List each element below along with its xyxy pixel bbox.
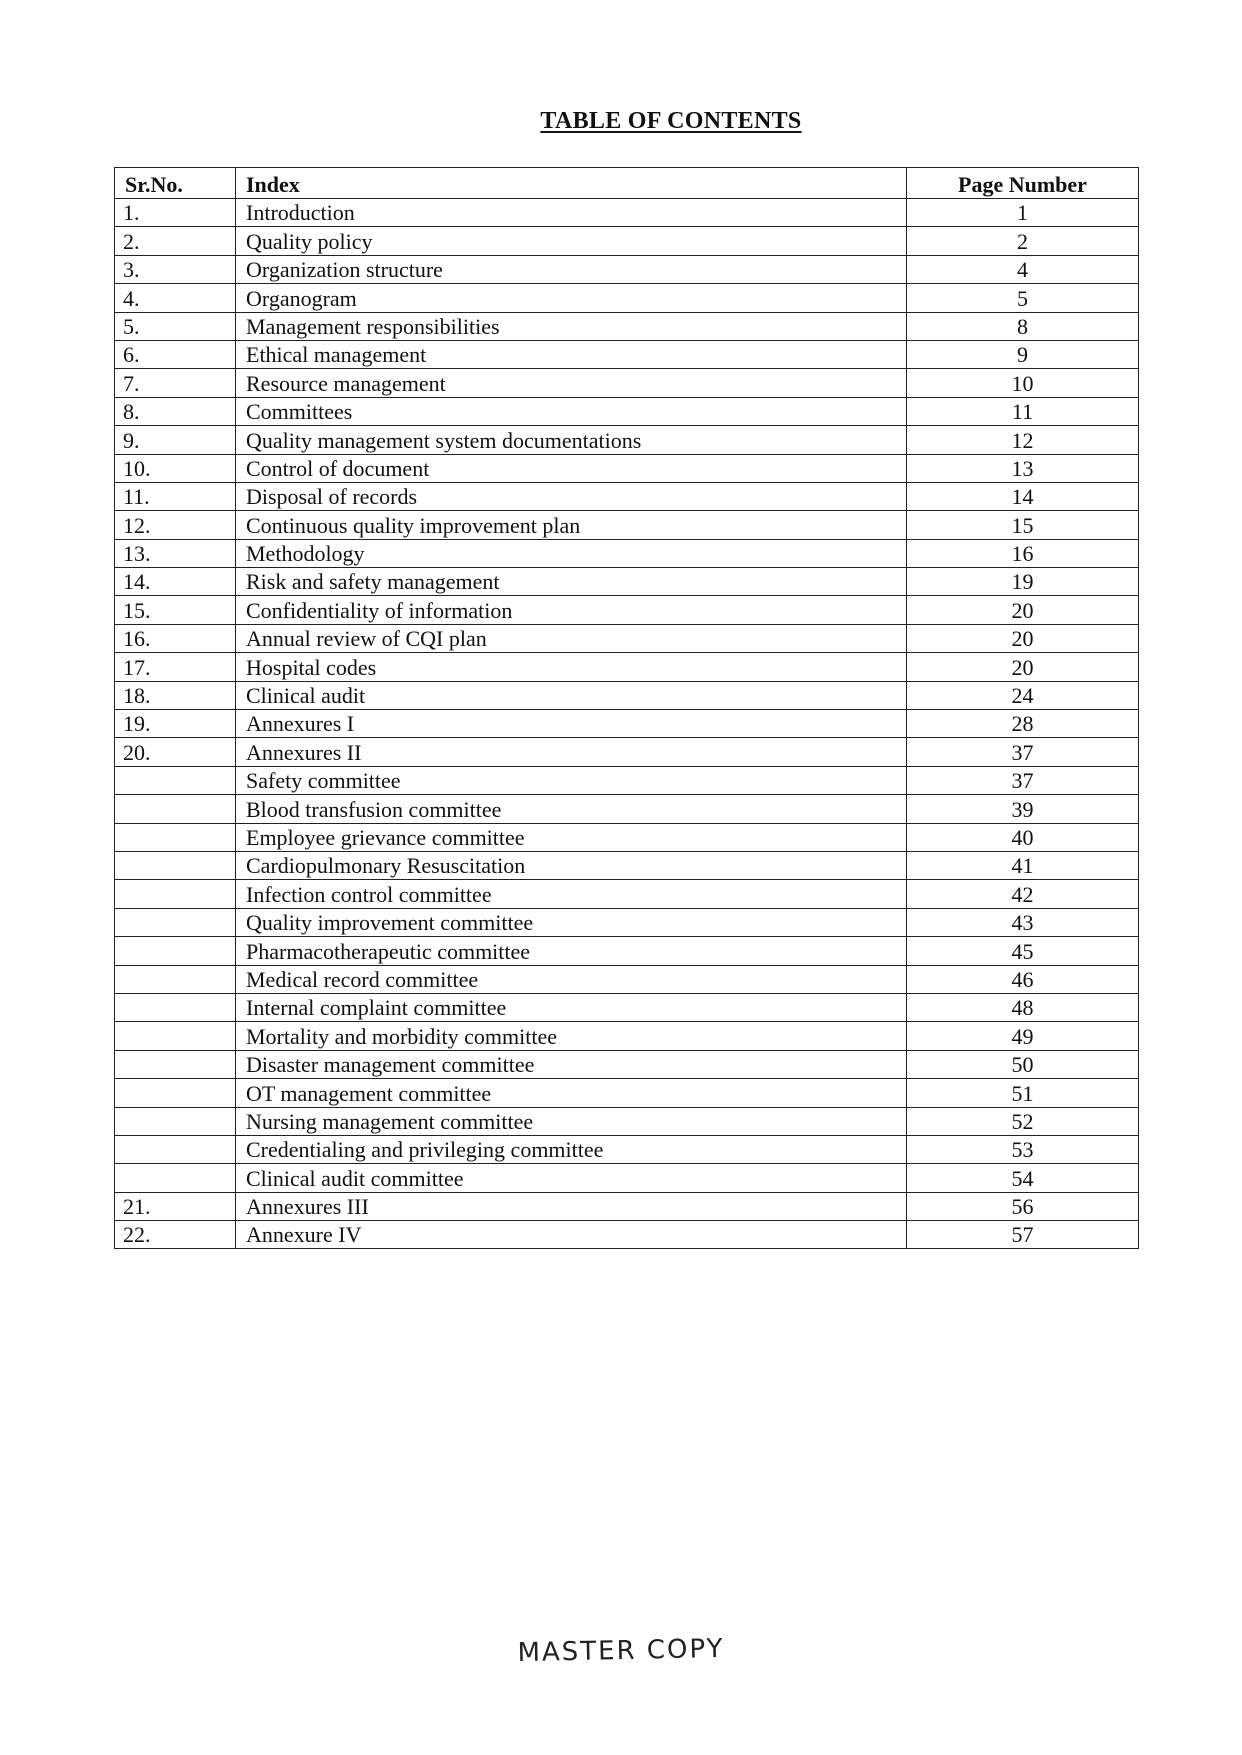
serial-number-cell [115,993,236,1021]
page-number-cell: 48 [907,993,1139,1021]
page-number-cell: 50 [907,1050,1139,1078]
index-entry-cell: Ethical management [236,340,907,368]
page-number-cell: 53 [907,1135,1139,1163]
serial-number-cell [115,1022,236,1050]
page-number-cell: 24 [907,681,1139,709]
index-entry-cell: Internal complaint committee [236,993,907,1021]
serial-number-cell: 15. [115,596,236,624]
serial-number-cell [115,1135,236,1163]
index-entry-cell: OT management committee [236,1079,907,1107]
page-number-cell: 16 [907,539,1139,567]
index-entry-cell: Annexures II [236,738,907,766]
serial-number-cell [115,1079,236,1107]
page-number-cell: 37 [907,738,1139,766]
serial-number-cell: 6. [115,340,236,368]
table-body [115,199,1139,1249]
table-row [115,369,1139,397]
page-number-cell: 39 [907,795,1139,823]
table-row [115,482,1139,510]
column-header-index: Index [236,168,907,199]
index-entry-cell: Credentialing and privileging committee [236,1135,907,1163]
index-entry-cell: Organogram [236,284,907,312]
serial-number-cell: 10. [115,454,236,482]
table-row [115,880,1139,908]
table-row [115,937,1139,965]
page-number-cell: 49 [907,1022,1139,1050]
serial-number-cell [115,851,236,879]
index-entry-cell: Quality policy [236,227,907,255]
table-row [115,738,1139,766]
page-number-cell: 20 [907,624,1139,652]
serial-number-cell [115,1164,236,1192]
table-row [115,851,1139,879]
index-entry-cell: Clinical audit [236,681,907,709]
index-entry-cell: Clinical audit committee [236,1164,907,1192]
index-entry-cell: Safety committee [236,766,907,794]
index-entry-cell: Medical record committee [236,965,907,993]
serial-number-cell: 21. [115,1192,236,1220]
index-entry-cell: Confidentiality of information [236,596,907,624]
table-row [115,1135,1139,1163]
table-row [115,454,1139,482]
index-entry-cell: Continuous quality improvement plan [236,511,907,539]
table-row [115,1164,1139,1192]
index-entry-cell: Annexure IV [236,1221,907,1249]
index-entry-cell: Mortality and morbidity committee [236,1022,907,1050]
table-row [115,255,1139,283]
index-entry-cell: Risk and safety management [236,568,907,596]
serial-number-cell: 5. [115,312,236,340]
serial-number-cell [115,965,236,993]
serial-number-cell: 8. [115,397,236,425]
page-number-cell: 37 [907,766,1139,794]
table-row [115,766,1139,794]
serial-number-cell: 13. [115,539,236,567]
index-entry-cell: Annexures I [236,710,907,738]
column-header-page-number: Page Number [907,168,1139,199]
page-number-cell: 15 [907,511,1139,539]
table-row [115,539,1139,567]
page-number-cell: 28 [907,710,1139,738]
page-number-cell: 1 [907,199,1139,227]
index-entry-cell: Disaster management committee [236,1050,907,1078]
page-number-cell: 8 [907,312,1139,340]
page-number-cell: 54 [907,1164,1139,1192]
page-number-cell: 46 [907,965,1139,993]
index-entry-cell: Committees [236,397,907,425]
page-number-cell: 57 [907,1221,1139,1249]
index-entry-cell: Methodology [236,539,907,567]
table-row [115,624,1139,652]
table-row [115,312,1139,340]
serial-number-cell [115,823,236,851]
table-header-row [115,168,1139,199]
table-row [115,681,1139,709]
table-row [115,511,1139,539]
serial-number-cell: 19. [115,710,236,738]
page-number-cell: 2 [907,227,1139,255]
serial-number-cell [115,880,236,908]
table-row [115,823,1139,851]
table-row [115,426,1139,454]
serial-number-cell: 18. [115,681,236,709]
index-entry-cell: Introduction [236,199,907,227]
serial-number-cell [115,766,236,794]
index-entry-cell: Quality improvement committee [236,908,907,936]
page-number-cell: 14 [907,482,1139,510]
index-entry-cell: Employee grievance committee [236,823,907,851]
page-number-cell: 12 [907,426,1139,454]
table-row [115,1192,1139,1220]
index-entry-cell: Pharmacotherapeutic committee [236,937,907,965]
page-number-cell: 42 [907,880,1139,908]
column-header-sr-no: Sr.No. [115,168,236,199]
table-row [115,340,1139,368]
page-number-cell: 20 [907,653,1139,681]
serial-number-cell: 7. [115,369,236,397]
index-entry-cell: Disposal of records [236,482,907,510]
table-row [115,397,1139,425]
index-entry-cell: Annexures III [236,1192,907,1220]
index-entry-cell: Hospital codes [236,653,907,681]
table-row [115,1107,1139,1135]
serial-number-cell: 11. [115,482,236,510]
table-of-contents [114,167,1139,1249]
serial-number-cell: 1. [115,199,236,227]
serial-number-cell [115,908,236,936]
index-entry-cell: Resource management [236,369,907,397]
page-number-cell: 45 [907,937,1139,965]
table-row [115,1221,1139,1249]
page-number-cell: 11 [907,397,1139,425]
document-title: TABLE OF CONTENTS [540,108,802,134]
table-row [115,1050,1139,1078]
table-row [115,227,1139,255]
table-row [115,596,1139,624]
serial-number-cell: 20. [115,738,236,766]
serial-number-cell [115,1107,236,1135]
table-row [115,993,1139,1021]
table-row [115,199,1139,227]
serial-number-cell: 22. [115,1221,236,1249]
serial-number-cell [115,795,236,823]
table-row [115,908,1139,936]
page-number-cell: 9 [907,340,1139,368]
page-number-cell: 41 [907,851,1139,879]
page-number-cell: 43 [907,908,1139,936]
table-row [115,568,1139,596]
table-row [115,1022,1139,1050]
serial-number-cell: 14. [115,568,236,596]
table-row [115,653,1139,681]
table-row [115,284,1139,312]
index-entry-cell: Nursing management committee [236,1107,907,1135]
serial-number-cell: 17. [115,653,236,681]
table-row [115,1079,1139,1107]
page-number-cell: 51 [907,1079,1139,1107]
serial-number-cell: 12. [115,511,236,539]
serial-number-cell: 3. [115,255,236,283]
page-number-cell: 52 [907,1107,1139,1135]
page-number-cell: 40 [907,823,1139,851]
page-number-cell: 20 [907,596,1139,624]
page-number-cell: 56 [907,1192,1139,1220]
index-entry-cell: Infection control committee [236,880,907,908]
serial-number-cell [115,1050,236,1078]
page-number-cell: 10 [907,369,1139,397]
serial-number-cell: 16. [115,624,236,652]
page-number-cell: 5 [907,284,1139,312]
page-number-cell: 13 [907,454,1139,482]
page-number-cell: 19 [907,568,1139,596]
serial-number-cell: 9. [115,426,236,454]
serial-number-cell: 2. [115,227,236,255]
table-row [115,965,1139,993]
serial-number-cell [115,937,236,965]
index-entry-cell: Quality management system documentations [236,426,907,454]
page-number-cell: 4 [907,255,1139,283]
index-entry-cell: Annual review of CQI plan [236,624,907,652]
table-row [115,710,1139,738]
index-entry-cell: Control of document [236,454,907,482]
master-copy-stamp: MASTER COPY [517,1633,725,1669]
table-row [115,795,1139,823]
index-entry-cell: Blood transfusion committee [236,795,907,823]
index-entry-cell: Organization structure [236,255,907,283]
index-entry-cell: Management responsibilities [236,312,907,340]
index-entry-cell: Cardiopulmonary Resuscitation [236,851,907,879]
serial-number-cell: 4. [115,284,236,312]
